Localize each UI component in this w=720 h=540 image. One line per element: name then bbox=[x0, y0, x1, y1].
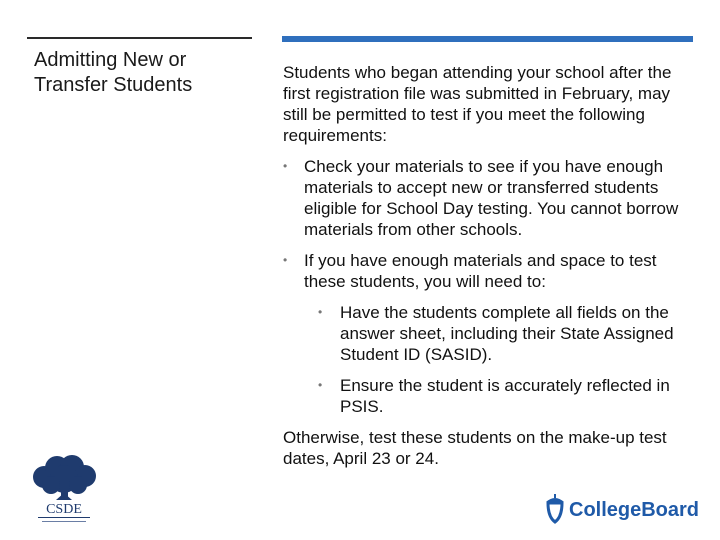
sub-bullet-text: Ensure the student is accurately reflected in PSIS. bbox=[340, 376, 670, 416]
list-item bbox=[283, 156, 693, 240]
slide-body bbox=[283, 62, 693, 469]
bullet-text: If you have enough materials and space to test these students, you will need to: bbox=[304, 251, 657, 291]
csde-logo bbox=[24, 455, 104, 527]
college-board-text: CollegeBoard bbox=[569, 499, 700, 521]
list-item bbox=[283, 302, 693, 365]
list-item bbox=[283, 250, 693, 292]
bullet-glyph: • bbox=[283, 253, 288, 267]
title-rule bbox=[27, 37, 252, 39]
acorn-icon bbox=[546, 494, 564, 522]
list-item bbox=[283, 375, 693, 417]
bullet-list bbox=[283, 156, 693, 417]
accent-bar bbox=[282, 36, 693, 42]
outro-paragraph: Otherwise, test these students on the make-up test dates, April 23 or 24. bbox=[283, 428, 667, 468]
tree-icon bbox=[24, 455, 104, 527]
intro-paragraph: Students who began attending your school after the first registration file was submitted in February, may still be permitted to test if you meet the following requirements: bbox=[283, 63, 672, 145]
college-board-logo bbox=[543, 492, 703, 526]
slide-title: Admitting New or Transfer Students bbox=[34, 49, 193, 96]
sub-bullet-text: Have the students complete all fields on the answer sheet, including their State Assigned Student ID (SASID). bbox=[340, 303, 674, 364]
bullet-glyph: • bbox=[318, 378, 323, 392]
bullet-glyph: • bbox=[318, 305, 323, 319]
bullet-text: Check your materials to see if you have enough materials to accept new or transferred students eligible for School Day testing. You cannot borrow materials from other schools. bbox=[304, 157, 679, 239]
bullet-glyph: • bbox=[283, 159, 288, 173]
csde-logo-text: CSDE bbox=[46, 502, 82, 517]
